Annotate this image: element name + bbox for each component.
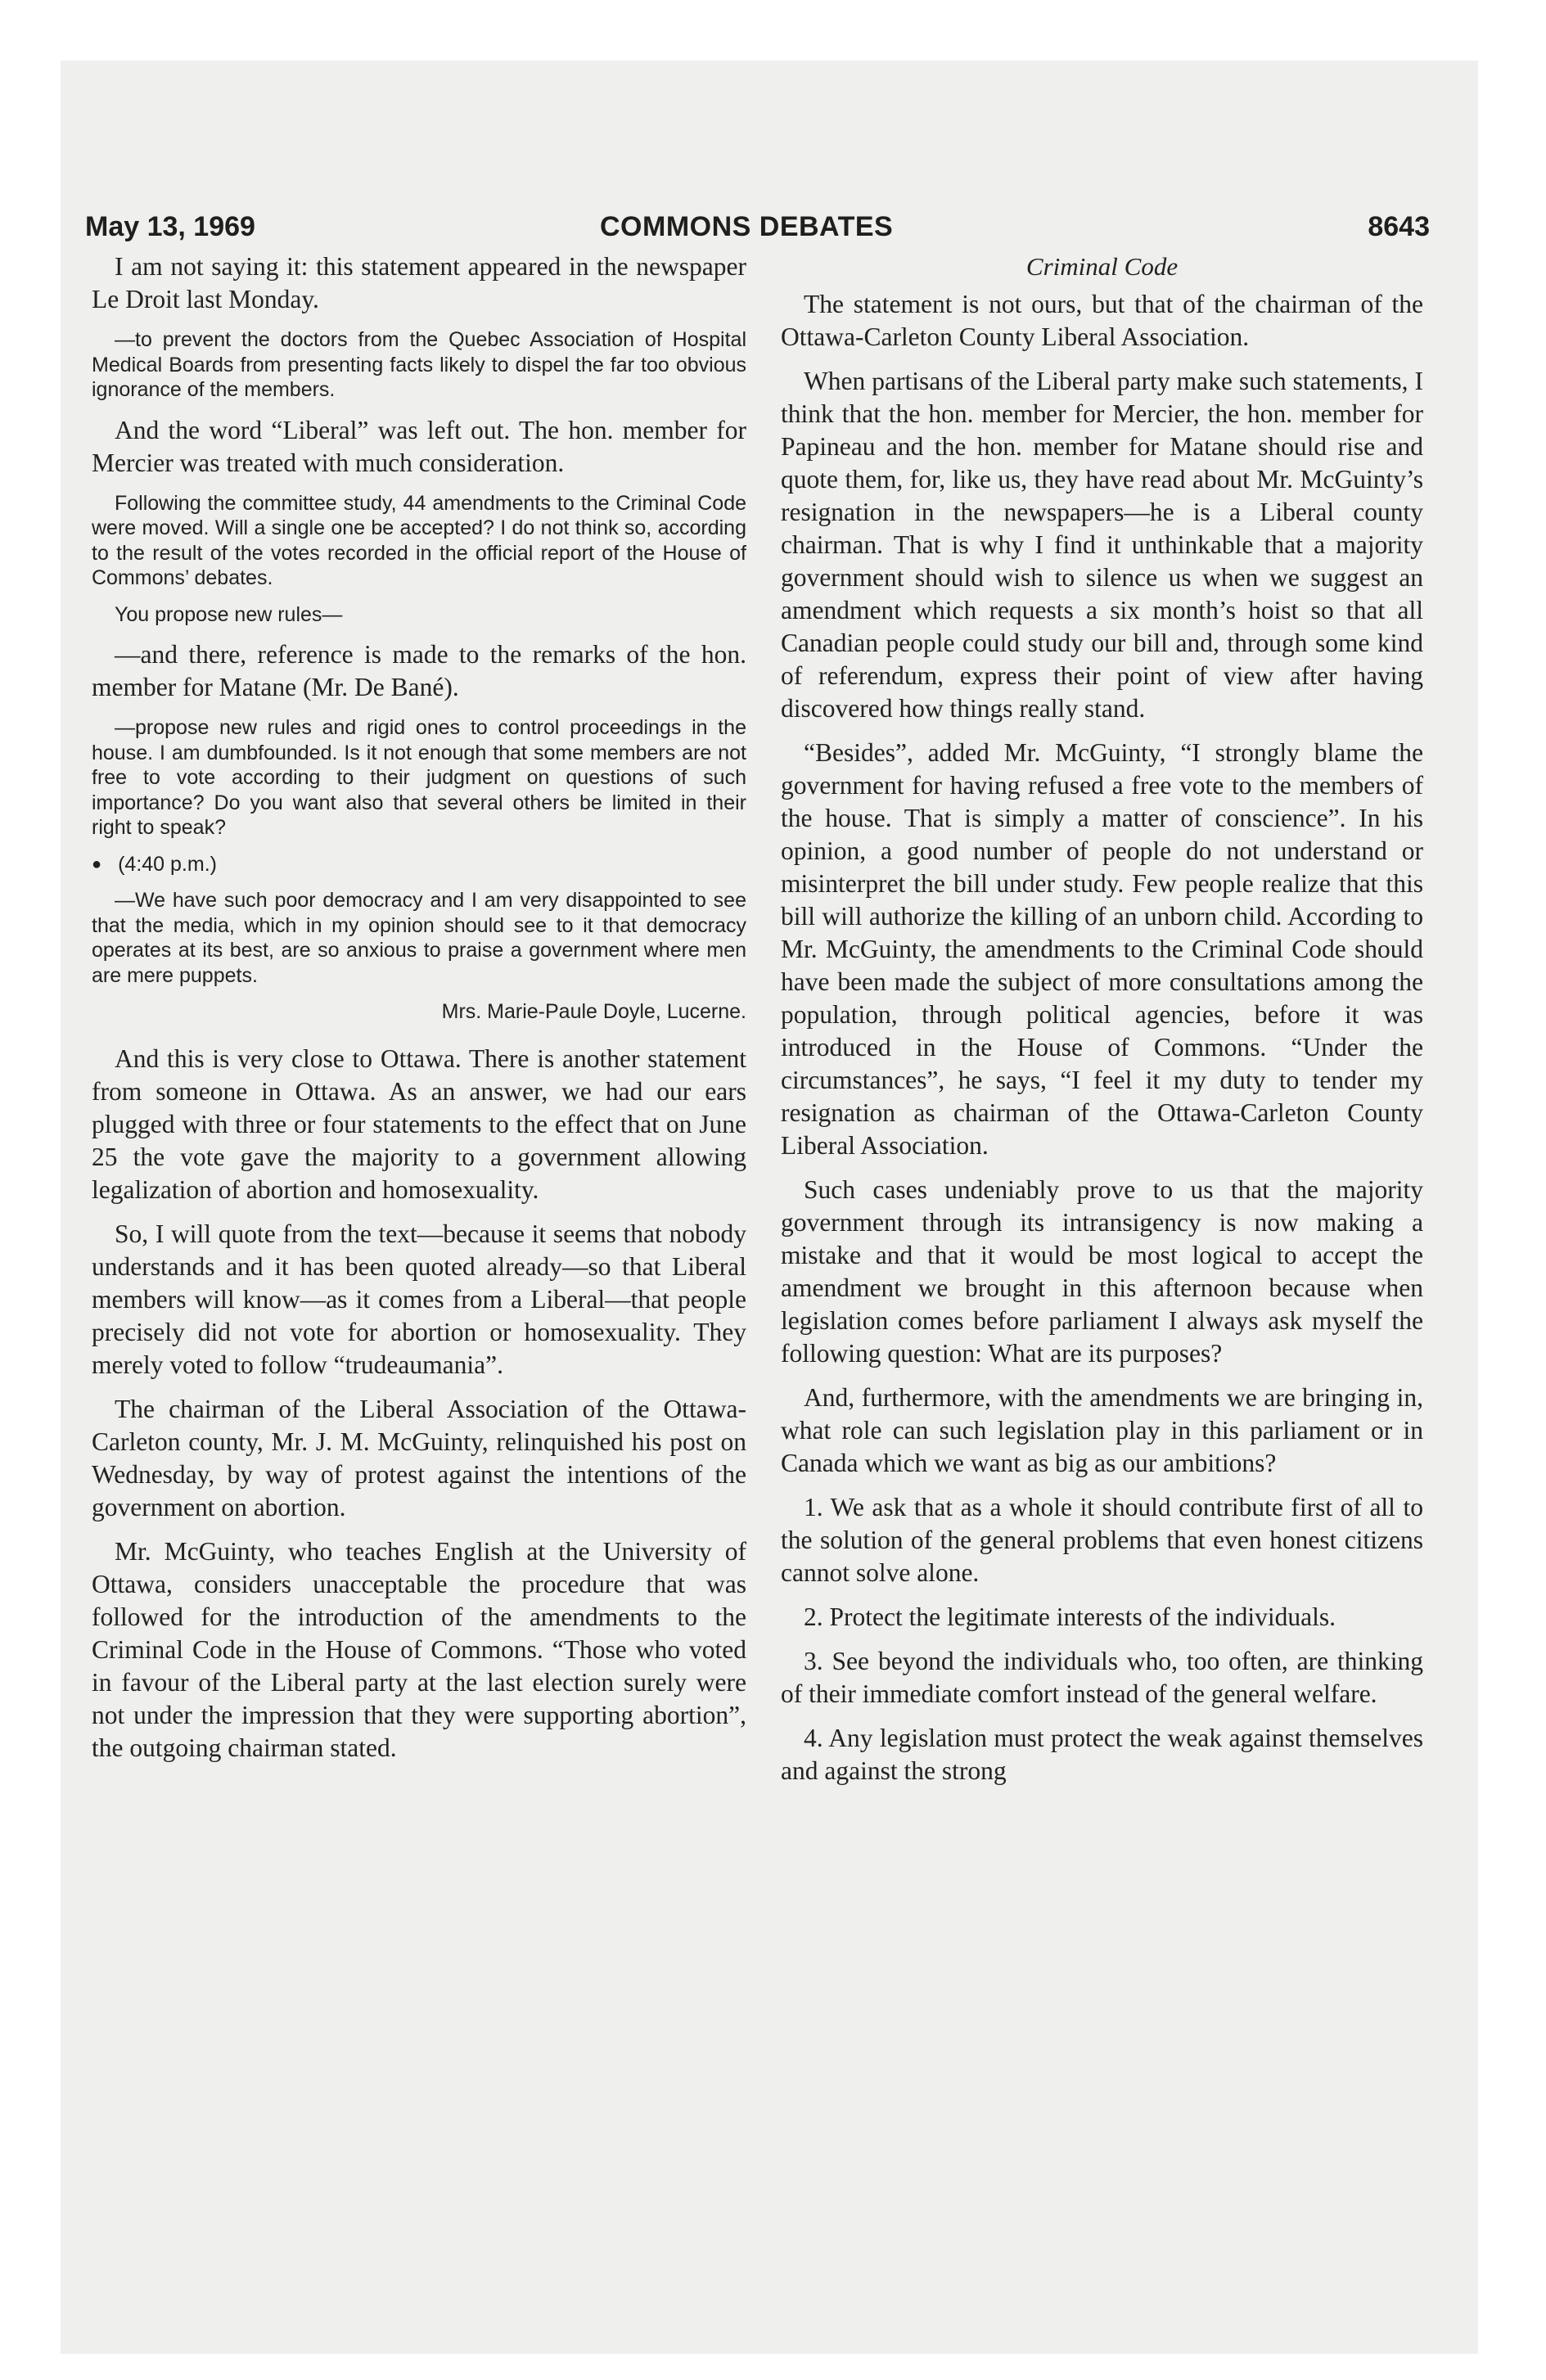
timestamp-line [92, 852, 746, 877]
header-date: May 13, 1969 [85, 211, 255, 242]
quoted-paragraph: Following the committee study, 44 amendments to the Criminal Code were moved. Will a single one be accepted? I do not think so, according to the result of the votes recorded in the official report of the House of Commons’ debates. [92, 491, 746, 589]
timestamp: (4:40 p.m.) [118, 852, 217, 876]
paragraph: —and there, reference is made to the remarks of the hon. member for Matane (Mr. De Bané). [92, 640, 746, 701]
signature: Mrs. Marie-Paule Doyle, Lucerne. [441, 1000, 746, 1023]
paragraph: “Besides”, added Mr. McGuinty, “I strongly blame the government for having refused a free vote to the members of the house. That is simply a matter of conscience”. In his opinion, a good number of people do not understand or misinterpret the bill under study. Few people realize that this bill will authorize the killing of an unborn child. According to Mr. McGuinty, the amendments to the Criminal Code should have been made the subject of more consultations among the population, through political agencies, before it was introduced in the House of Commons. “Under the circumstances”, he says, “I feel it my duty to tender my resignation as chairman of the Ottawa-Carleton County Liberal Association. [781, 738, 1423, 1160]
paragraph: The chairman of the Liberal Association of the Ottawa-Carleton county, Mr. J. M. McGuinty, relinquished his post on Wednesday, by way of protest against the intentions of the government on abortion. [92, 1394, 746, 1521]
right-column [781, 250, 1423, 1799]
paragraph: And this is very close to Ottawa. There is another statement from someone in Ottawa. As an answer, we had our ears plugged with three or four statements to the effect that on June 25 the vote gave the majority to a government allowing legalization of abortion and homosexuality. [92, 1044, 746, 1204]
quoted-paragraph: —We have such poor democracy and I am very disappointed to see that the media, which in my opinion should see to it that democracy operates at its best, are so anxious to praise a government where men are mere puppets. [92, 889, 746, 987]
paragraph: I am not saying it: this statement appeared in the newspaper Le Droit last Monday. [92, 252, 746, 313]
list-item: 4. Any legislation must protect the weak against themselves and against the strong [781, 1724, 1423, 1785]
quoted-paragraph: You propose new rules— [115, 602, 343, 626]
paragraph: And, furthermore, with the amendments we are bringing in, what role can such legislation play in this parliament or in Canada which we want as big as our ambitions? [781, 1383, 1423, 1477]
quoted-paragraph: —propose new rules and rigid ones to control proceedings in the house. I am dumbfounded. Is it not enough that some members are not free to vote according to their judgment on questions of such importance? Do you want also that several others be limited in their right to speak? [92, 716, 746, 839]
section-subtitle: Criminal Code [1025, 252, 1179, 281]
page-header [85, 211, 1430, 249]
paragraph: Mr. McGuinty, who teaches English at the University of Ottawa, considers unacceptable the procedure that was followed for the introduction of the amendments to the Criminal Code in the House of Commons. “Those who voted in favour of the Liberal party at the last election surely were not under the impression that they were supporting abortion”, the outgoing chairman stated. [92, 1536, 746, 1762]
paragraph: So, I will quote from the text—because it seems that nobody understands and it has been quoted already—so that Liberal members will know—as it comes from a Liberal—that people precisely did not vote for abortion or homosexuality. They merely voted to follow “trudeaumania”. [92, 1219, 746, 1379]
paragraph: When partisans of the Liberal party make such statements, I think that the hon. member for Mercier, the hon. member for Papineau and the hon. member for Matane should rise and quote them, for, like us, they have read about Mr. McGuinty’s resignation in the newspapers—he is a Liberal county chairman. That is why I find it unthinkable that a majority government should wish to silence us when we suggest an amendment which requests a six month’s hoist so that all Canadian people could study our bill and, through some kind of referendum, express their point of view after having discovered how things really stand. [781, 367, 1423, 723]
paragraph: And the word “Liberal” was left out. The hon. member for Mercier was treated with much consideration. [92, 415, 746, 477]
quoted-paragraph: —to prevent the doctors from the Quebec Association of Hospital Medical Boards from presenting facts likely to dispel the far too obvious ignorance of the members. [92, 328, 746, 401]
header-page-number: 8643 [1368, 211, 1430, 242]
list-item: 2. Protect the legitimate interests of the individuals. [804, 1602, 1336, 1631]
header-title: COMMONS DEBATES [600, 211, 894, 242]
list-item: 3. See beyond the individuals who, too often, are thinking of their immediate comfort instead of the general welfare. [781, 1647, 1423, 1708]
left-column [92, 250, 746, 1776]
list-item: 1. We ask that as a whole it should contribute first of all to the solution of the general problems that even honest citizens cannot solve alone. [781, 1493, 1423, 1587]
bullet-icon: ● [92, 854, 102, 873]
paragraph: The statement is not ours, but that of the chairman of the Ottawa-Carleton County Liberal Association. [781, 290, 1423, 351]
paragraph: Such cases undeniably prove to us that the majority government through its intransigency is now making a mistake and that it would be most logical to accept the amendment we brought in this afternoon because when legislation comes before parliament I always ask myself the following question: What are its purposes? [781, 1175, 1423, 1368]
